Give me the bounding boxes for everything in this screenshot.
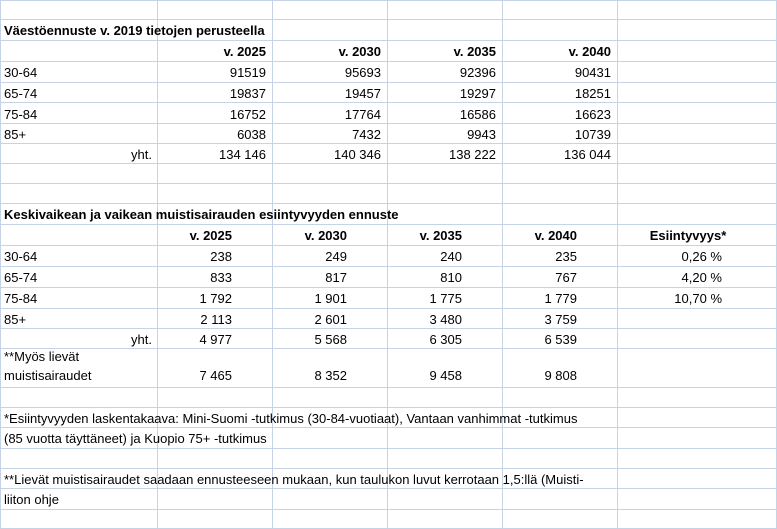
prevalence-value: 4,20 % <box>681 270 722 285</box>
cell-value: 19457 <box>344 86 381 101</box>
cell-value: 1 901 <box>314 291 347 306</box>
table2-title: Keskivaikean ja vaikean muistisairauden esiintyvyyden ennuste <box>4 207 399 222</box>
row-label: 85+ <box>4 312 27 327</box>
table1-header-2025: v. 2025 <box>223 44 266 59</box>
table1-header-2035: v. 2035 <box>453 44 496 59</box>
cell-value: 7432 <box>352 127 381 142</box>
mild-label-line2: muistisairaudet <box>4 368 92 383</box>
cell-value: 1 792 <box>199 291 232 306</box>
cell-value: 6 305 <box>429 332 462 347</box>
cell-value: 18251 <box>574 86 611 101</box>
cell-value: 19837 <box>229 86 266 101</box>
cell-value: 2 113 <box>200 312 232 327</box>
table1-header-2030: v. 2030 <box>338 44 381 59</box>
cell-value: 3 480 <box>429 312 462 327</box>
total-label: yht. <box>131 147 152 162</box>
cell-value: 4 977 <box>199 332 232 347</box>
cell-value: 8 352 <box>314 368 347 383</box>
table2-header-2035: v. 2035 <box>419 228 462 243</box>
cell-value: 19297 <box>459 86 496 101</box>
cell-value: 16623 <box>574 107 611 122</box>
cell-value: 235 <box>555 249 577 264</box>
cell-value: 249 <box>325 249 347 264</box>
note2-line1: **Lievät muistisairaudet saadaan ennusteeseen mukaan, kun taulukon luvut kerrotaan 1,5:llä (Muisti- <box>4 472 584 487</box>
cell-value: 136 044 <box>564 147 611 162</box>
table2-header-2040: v. 2040 <box>534 228 577 243</box>
row-label: 75-84 <box>4 291 38 306</box>
cell-value: 6 539 <box>544 332 577 347</box>
table1-header-2040: v. 2040 <box>568 44 611 59</box>
cell-value: 134 146 <box>219 147 266 162</box>
cell-value: 9 808 <box>544 368 577 383</box>
row-label: 85+ <box>4 127 27 142</box>
cell-value: 95693 <box>344 65 381 80</box>
cell-value: 16586 <box>459 107 496 122</box>
cell-value: 240 <box>440 249 462 264</box>
cell-value: 138 222 <box>449 147 496 162</box>
cell-value: 238 <box>210 249 232 264</box>
cell-value: 17764 <box>344 107 381 122</box>
note2-line2: liiton ohje <box>4 492 59 507</box>
cell-value: 16752 <box>229 107 266 122</box>
cell-value: 817 <box>325 270 347 285</box>
mild-label-line1: **Myös lievät <box>4 349 80 364</box>
note1-line2: (85 vuotta täyttäneet) ja Kuopio 75+ -tutkimus <box>4 431 267 446</box>
table2-header-2030: v. 2030 <box>304 228 347 243</box>
row-label: 75-84 <box>4 107 38 122</box>
row-label: 65-74 <box>4 270 38 285</box>
cell-value: 5 568 <box>314 332 347 347</box>
row-label: 30-64 <box>4 249 38 264</box>
cell-value: 92396 <box>459 65 496 80</box>
cell-value: 140 346 <box>334 147 381 162</box>
cell-value: 9 458 <box>429 368 462 383</box>
cell-value: 833 <box>210 270 232 285</box>
cell-value: 9943 <box>467 127 496 142</box>
cell-value: 90431 <box>574 65 611 80</box>
cell-value: 6038 <box>237 127 266 142</box>
cell-value: 10739 <box>574 127 611 142</box>
row-label: 30-64 <box>4 65 38 80</box>
cell-value: 767 <box>555 270 577 285</box>
cell-value: 91519 <box>229 65 266 80</box>
cell-value: 3 759 <box>544 312 577 327</box>
note1-line1: *Esiintyvyyden laskentakaava: Mini-Suomi -tutkimus (30-84-vuotiaat), Vantaan vanhimmat -tutkimus <box>4 411 578 426</box>
total-label: yht. <box>131 332 152 347</box>
cell-value: 810 <box>440 270 462 285</box>
cell-value: 2 601 <box>314 312 347 327</box>
prevalence-value: 0,26 % <box>681 249 722 264</box>
prevalence-value: 10,70 % <box>674 291 722 306</box>
cell-value: 7 465 <box>199 368 232 383</box>
table2-header-2025: v. 2025 <box>189 228 232 243</box>
cell-value: 1 775 <box>429 291 462 306</box>
cell-value: 1 779 <box>544 291 577 306</box>
prevalence-header: Esiintyvyys* <box>649 228 727 243</box>
table1-title: Väestöennuste v. 2019 tietojen perusteella <box>4 23 265 38</box>
row-label: 65-74 <box>4 86 38 101</box>
